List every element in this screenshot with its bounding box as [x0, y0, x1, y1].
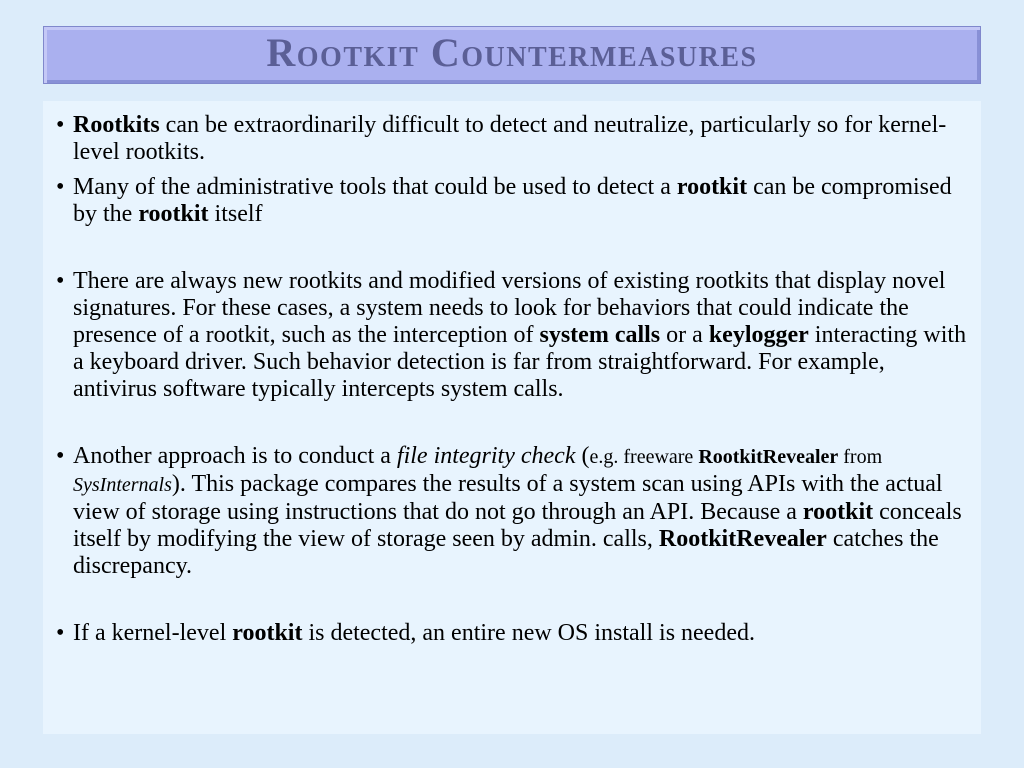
bullet-item: • Many of the administrative tools that could be used to detect a rootkit can be compromised by the rootkit itself — [51, 174, 969, 228]
slide-title: Rootkit Countermeasures — [266, 30, 758, 75]
bullet-item: • Rootkits can be extraordinarily difficult to detect and neutralize, particularly so for kernel-level rootkits. — [51, 112, 969, 166]
slide-title-bar — [43, 26, 981, 84]
bullet-item: • There are always new rootkits and modified versions of existing rootkits that display novel signatures. For these cases, a system needs to look for behaviors that could indicate the presence of a rootkit, such as the interception of system calls or a keylogger interacting with a keyboard driver. Such behavior detection is far from straightforward. For example, antivirus software typically intercepts system calls. — [51, 268, 969, 403]
bullet-item: • Another approach is to conduct a file integrity check (e.g. freeware RootkitRevealer from SysInternals). This package compares the results of a system scan using APIs with the actual view of storage using instructions that do not go through an API. Because a rootkit conceals itself by modifying the view of storage seen by admin. calls, RootkitRevealer catches the discrepancy. — [51, 443, 969, 580]
bullet-item: • If a kernel-level rootkit is detected, an entire new OS install is needed. — [51, 620, 969, 647]
slide-content — [43, 101, 981, 734]
